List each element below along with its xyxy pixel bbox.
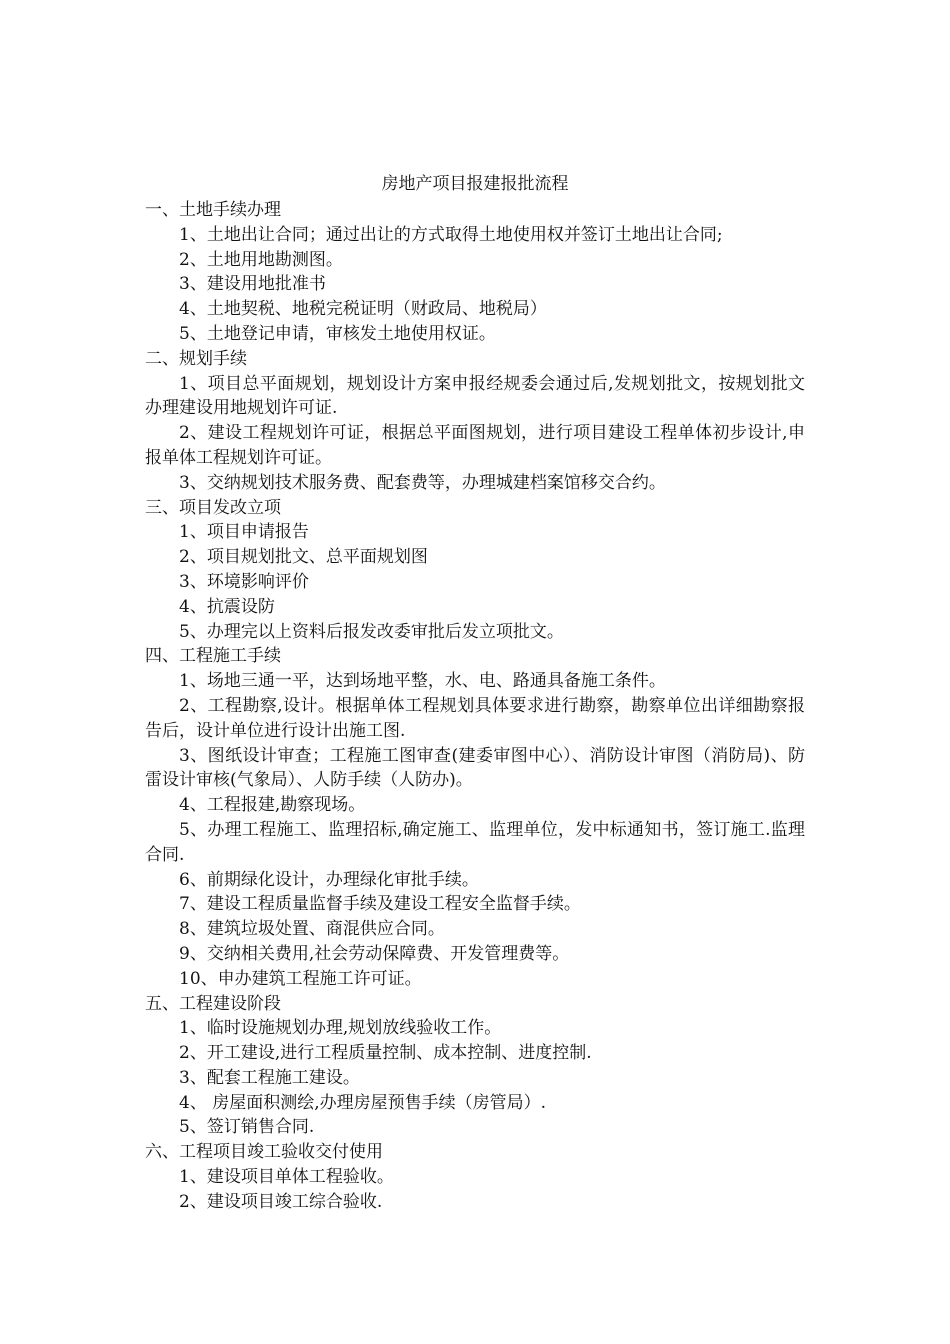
list-item: 3、图纸设计审查；工程施工图审查(建委审图中心）、消防设计审图（消防局)、防雷设计审核(气象局）、人防手续（人防办)。 (145, 745, 805, 791)
list-item: 2、项目规划批文、总平面规划图 (179, 547, 428, 568)
section-heading: 四、工程施工手续 (145, 646, 281, 667)
list-item: 4、 房屋面积测绘,办理房屋预售手续（房管局）. (179, 1092, 547, 1113)
list-item: 4、土地契税、地税完税证明（财政局、地税局） (179, 299, 547, 320)
section-heading: 一、土地手续办理 (145, 200, 281, 220)
section-heading: 五、工程建设阶段 (145, 993, 281, 1014)
list-item: 6、前期绿化设计，办理绿化审批手续。 (179, 869, 479, 890)
list-item: 10、申办建筑工程施工许可证。 (179, 968, 422, 989)
list-item: 2、建设工程规划许可证，根据总平面图规划，进行项目建设工程单体初步设计,申报单体工程规划许可证。 (145, 423, 805, 468)
list-item: 4、抗震设防 (179, 596, 275, 617)
list-item: 1、建设项目单体工程验收。 (179, 1167, 394, 1188)
list-item: 8、建筑垃圾处置、商混供应合同。 (179, 919, 445, 940)
section-heading: 二、规划手续 (145, 348, 247, 369)
list-item: 3、交纳规划技术服务费、配套费等，办理城建档案馆移交合约。 (179, 472, 666, 493)
document-page (145, 170, 805, 1215)
list-item: 1、项目申请报告 (179, 522, 309, 543)
list-item: 1、临时设施规划办理,规划放线验收工作。 (179, 1018, 502, 1039)
section-heading: 三、项目发改立项 (145, 497, 281, 518)
section-land-procedures (145, 198, 805, 347)
section-project-approval (145, 496, 805, 645)
list-item: 2、土地用地勘测图。 (179, 249, 343, 270)
list-item: 4、工程报建,勘察现场。 (179, 795, 366, 816)
list-item: 2、建设项目竣工综合验收. (179, 1191, 383, 1212)
list-item: 1、项目总平面规划，规划设计方案申报经规委会通过后,发规划批文，按规划批文办理建设用地规划许可证. (145, 373, 805, 419)
section-construction-procedures (145, 644, 805, 991)
list-item: 5、土地登记申请，审核发土地使用权证。 (179, 323, 496, 344)
list-item: 2、开工建设,进行工程质量控制、成本控制、进度控制. (179, 1043, 592, 1064)
list-item: 5、办理完以上资料后报发改委审批后发立项批文。 (179, 621, 564, 642)
list-item: 3、建设用地批准书 (179, 274, 326, 295)
section-heading: 六、工程项目竣工验收交付使用 (145, 1142, 383, 1163)
list-item: 5、办理工程施工、监理招标,确定施工、监理单位，发中标通知书，签订施工.监理合同. (145, 819, 805, 865)
section-planning-procedures (145, 347, 805, 496)
list-item: 5、签订销售合同. (179, 1117, 315, 1138)
document-title: 房地产项目报建报批流程 (381, 174, 569, 194)
list-item: 2、工程勘察,设计。根据单体工程规划具体要求进行勘察，勘察单位出详细勘察报告后，设计单位进行设计出施工图. (145, 695, 805, 741)
list-item: 3、环境影响评价 (179, 571, 309, 592)
list-item: 7、建设工程质量监督手续及建设工程安全监督手续。 (179, 894, 581, 915)
list-item: 1、土地出让合同；通过出让的方式取得土地使用权并签订土地出让合同; (179, 224, 723, 245)
list-item: 9、交纳相关费用,社会劳动保障费、开发管理费等。 (179, 943, 570, 964)
list-item: 1、场地三通一平，达到场地平整，水、电、路通具备施工条件。 (179, 671, 666, 692)
list-item: 3、配套工程施工建设。 (179, 1067, 360, 1088)
section-completion-acceptance (145, 1140, 805, 1214)
section-construction-stage (145, 992, 805, 1141)
